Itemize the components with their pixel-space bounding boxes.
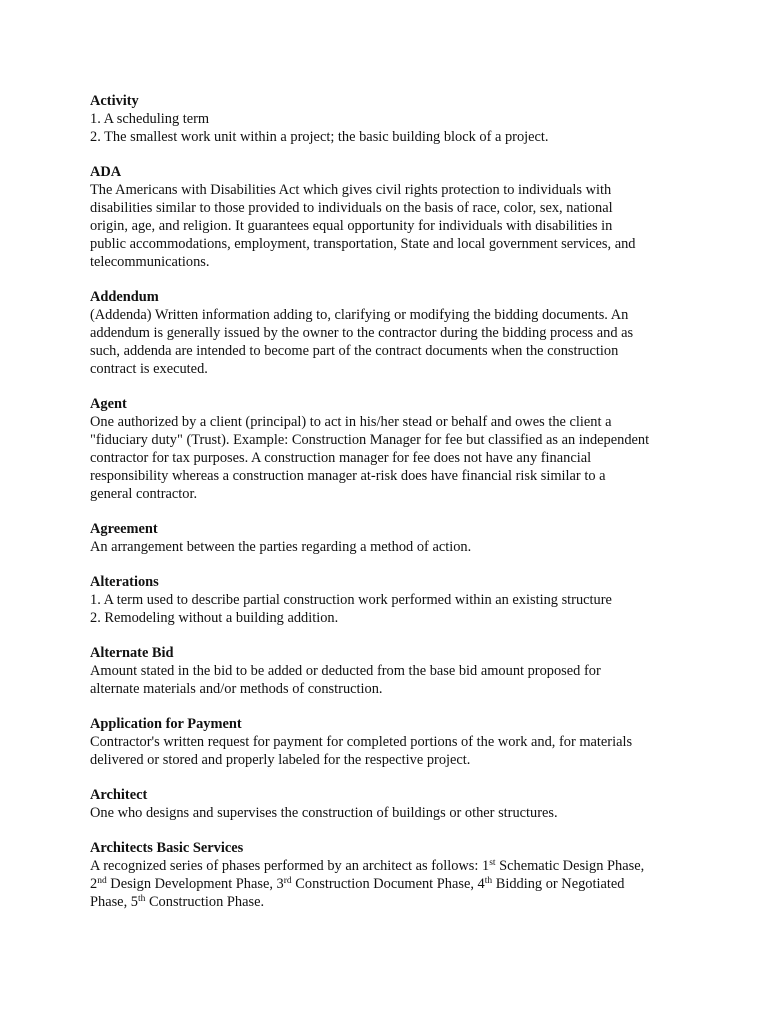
ordinal-suffix: nd <box>97 876 107 886</box>
entry-line: One authorized by a client (principal) to act in his/her stead or behalf and owes the client a <box>90 414 612 430</box>
text-run: Construction Phase. <box>145 894 265 910</box>
entry-line: 2. Remodeling without a building addition. <box>90 610 339 626</box>
glossary-entry-alternate-bid <box>90 644 728 698</box>
entry-line: responsibility whereas a construction manager at-risk does have financial risk similar to a <box>90 468 606 484</box>
entry-line: addendum is generally issued by the owner to the contractor during the bidding process and as <box>90 325 634 341</box>
glossary-entry-agent <box>90 395 728 503</box>
entry-term: Architect <box>90 787 148 803</box>
text-run: 2 <box>90 876 98 892</box>
entry-line: The Americans with Disabilities Act which gives civil rights protection to individuals with <box>90 182 612 198</box>
entry-line: general contractor. <box>90 486 198 502</box>
entry-term: Activity <box>90 93 139 109</box>
entry-line: One who designs and supervises the construction of buildings or other structures. <box>90 805 558 821</box>
entry-line: Amount stated in the bid to be added or deducted from the base bid amount proposed for <box>90 663 601 679</box>
entry-line: "fiduciary duty" (Trust). Example: Construction Manager for fee but classified as an independent <box>90 432 650 448</box>
text-run: A recognized series of phases performed by an architect as follows: 1 <box>90 858 490 874</box>
entry-line: contractor for tax purposes. A construction manager for fee does not have any financial <box>90 450 592 466</box>
entry-line: telecommunications. <box>90 254 210 270</box>
entry-term: Application for Payment <box>90 716 242 732</box>
glossary-entry-architect <box>90 786 728 822</box>
entry-line: 2. The smallest work unit within a project; the basic building block of a project. <box>90 129 549 145</box>
text-run: Schematic Design Phase, <box>495 858 645 874</box>
entry-line: disabilities similar to those provided to individuals on the basis of race, color, sex, national <box>90 200 613 216</box>
entry-term: Agreement <box>90 521 158 537</box>
entry-line: alternate materials and/or methods of construction. <box>90 681 383 697</box>
entry-line: delivered or stored and properly labeled for the respective project. <box>90 752 471 768</box>
glossary-entry-alterations <box>90 573 728 627</box>
entry-line: contract is executed. <box>90 361 208 377</box>
text-run: Bidding or Negotiated <box>492 876 625 892</box>
glossary-entry-addendum <box>90 288 728 378</box>
entry-line: Contractor's written request for payment for completed portions of the work and, for materials <box>90 734 633 750</box>
entry-line: origin, age, and religion. It guarantees equal opportunity for individuals with disabilities in <box>90 218 613 234</box>
glossary-entry-agreement <box>90 520 728 556</box>
entry-term: Addendum <box>90 289 159 305</box>
glossary-entry-activity <box>90 92 728 146</box>
entry-line <box>90 857 728 875</box>
entry-line: 1. A scheduling term <box>90 111 210 127</box>
entry-line: (Addenda) Written information adding to, clarifying or modifying the bidding documents. An <box>90 307 629 323</box>
entry-line: public accommodations, employment, transportation, State and local government services, and <box>90 236 636 252</box>
entry-line: An arrangement between the parties regarding a method of action. <box>90 539 472 555</box>
entry-term: Alterations <box>90 574 159 590</box>
ordinal-suffix: th <box>484 876 493 886</box>
text-run: Design Development Phase, 3 <box>106 876 284 892</box>
text-run: Construction Document Phase, 4 <box>291 876 485 892</box>
entry-line: 1. A term used to describe partial construction work performed within an existing structure <box>90 592 612 608</box>
ordinal-suffix: st <box>489 858 496 868</box>
entry-line: such, addenda are intended to become part of the contract documents when the construction <box>90 343 619 359</box>
entry-line <box>90 893 728 911</box>
glossary-entry-architects-basic-services <box>90 839 728 911</box>
ordinal-suffix: rd <box>283 876 292 886</box>
entry-term: ADA <box>90 164 122 180</box>
glossary-entry-ada <box>90 163 728 271</box>
entry-term: Agent <box>90 396 127 412</box>
ordinal-suffix: th <box>137 894 146 904</box>
text-run: Phase, 5 <box>90 894 138 910</box>
entry-term: Alternate Bid <box>90 645 174 661</box>
entry-term: Architects Basic Services <box>90 840 244 856</box>
entry-line <box>90 875 728 893</box>
glossary-entry-application-for-payment <box>90 715 728 769</box>
